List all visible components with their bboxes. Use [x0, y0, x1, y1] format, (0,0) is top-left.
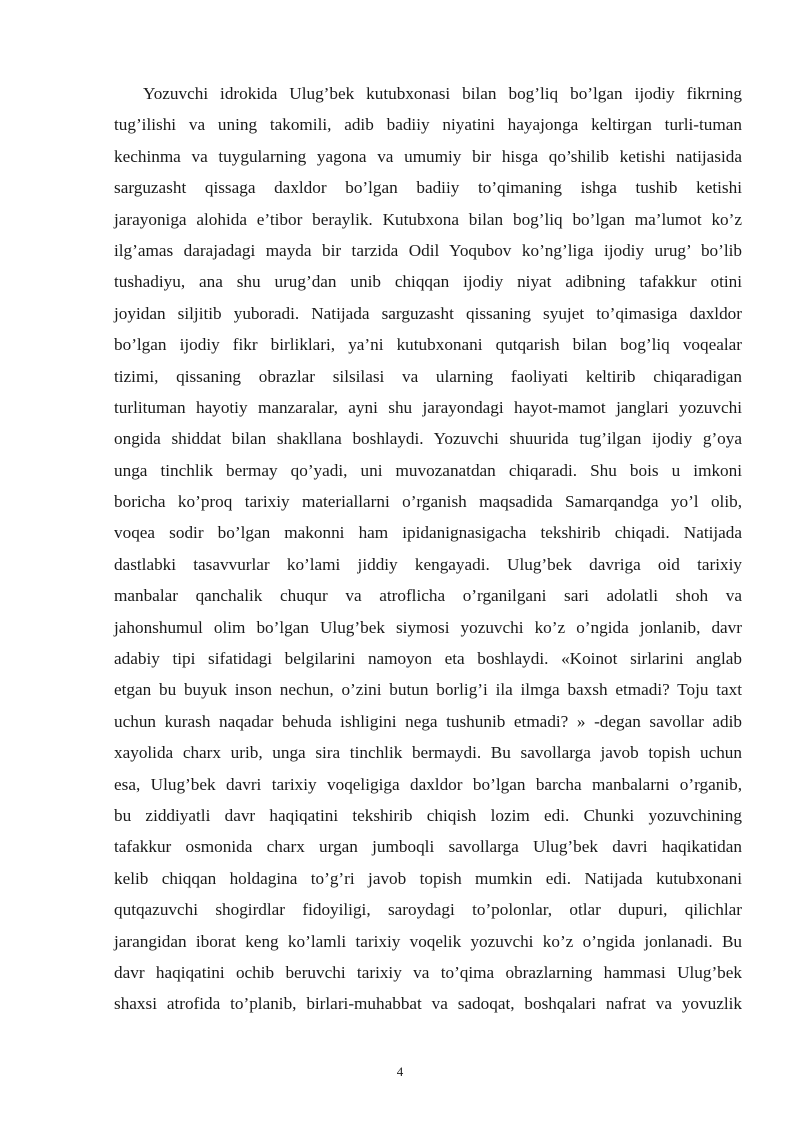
- text-line: kechinma va tuygularning yagona va umumiy bir hisga qo’shilib ketishi natijasida: [114, 146, 742, 166]
- text-line: voqea sodir bo’lgan makonni ham ipidanignasigacha tekshirib chiqadi. Natijada: [114, 523, 742, 543]
- text-line: tafakkur osmonida charx urgan jumboqli savollarga Ulug’bek davri haqikatidan: [114, 837, 742, 857]
- text-line: jarangidan iborat keng ko’lamli tarixiy voqelik yozuvchi ko’z o’ngida jonlanadi. Bu: [114, 931, 742, 951]
- text-line: sarguzasht qissaga daxldor bo’lgan badiiy to’qimaning ishga tushib ketishi: [114, 178, 742, 198]
- text-line: joyidan siljitib yuboradi. Natijada sarguzasht qissaning syujet to’qimasiga daxldor: [114, 303, 742, 323]
- text-line: dastlabki tasavvurlar ko’lami jiddiy kengayadi. Ulug’bek davriga oid tarixiy: [114, 554, 742, 574]
- text-line: jarayoniga alohida e’tibor beraylik. Kutubxona bilan bog’liq bo’lgan ma’lumot ko’z: [114, 209, 742, 229]
- text-line: shaxsi atrofida to’planib, birlari-muhabbat va sadoqat, boshqalari nafrat va yovuzlik: [114, 994, 742, 1014]
- text-line: esa, Ulug’bek davri tarixiy voqeligiga daxldor bo’lgan barcha manbalarni o’rganib,: [114, 774, 742, 794]
- text-line: xayolida charx urib, unga sira tinchlik bermaydi. Bu savollarga javob topish uchun: [114, 743, 742, 763]
- text-line: davr haqiqatini ochib beruvchi tarixiy va to’qima obrazlarning hammasi Ulug’bek: [114, 962, 742, 982]
- text-line: turlituman hayotiy manzaralar, ayni shu jarayondagi hayot-mamot janglari yozuvchi: [114, 397, 742, 417]
- text-line: Yozuvchi idrokida Ulug’bek kutubxonasi bilan bog’liq bo’lgan ijodiy fikrning: [143, 84, 742, 103]
- text-line: qutqazuvchi shogirdlar fidoyiligi, saroydagi to’polonlar, otlar dupuri, qilichlar: [114, 900, 742, 920]
- text-line: ilg’amas darajadagi mayda bir tarzida Odil Yoqubov ko’ng’liga ijodiy urug’ bo’lib: [114, 240, 742, 260]
- text-line: unga tinchlik bermay qo’yadi, uni muvozanatdan chiqaradi. Shu bois u imkoni: [114, 460, 742, 480]
- text-line: etgan bu buyuk inson nechun, o’zini butun borlig’i ila ilmga baxsh etmadi? Toju taxt: [114, 680, 742, 700]
- text-line: ongida shiddat bilan shakllana boshlaydi. Yozuvchi shuurida tug’ilgan ijodiy g’oya: [114, 429, 742, 449]
- text-line: kelib chiqqan holdagina to’g’ri javob topish mumkin edi. Natijada kutubxonani: [114, 868, 742, 888]
- text-line: tizimi, qissaning obrazlar silsilasi va ularning faoliyati keltirib chiqaradigan: [114, 366, 742, 386]
- text-line: boricha ko’proq tarixiy materiallarni o’rganish maqsadida Samarqandga yo’l olib,: [114, 492, 742, 512]
- text-line: tushadiyu, ana shu urug’dan unib chiqqan ijodiy niyat adibning tafakkur otini: [114, 272, 742, 292]
- page-number: 4: [396, 1064, 404, 1079]
- text-line: uchun kurash naqadar behuda ishligini nega tushunib etmadi? » -degan savollar adib: [114, 711, 742, 731]
- text-line: bu ziddiyatli davr haqiqatini tekshirib chiqish lozim edi. Chunki yozuvchining: [114, 805, 742, 825]
- text-line: jahonshumul olim bo’lgan Ulug’bek siymosi yozuvchi ko’z o’ngida jonlanib, davr: [114, 617, 742, 637]
- text-line: manbalar qanchalik chuqur va atroflicha o’rganilgani sari adolatli shoh va: [114, 586, 742, 606]
- text-line: adabiy tipi sifatidagi belgilarini namoyon eta boshlaydi. «Koinot sirlarini anglab: [114, 649, 742, 669]
- text-line: tug’ilishi va uning takomili, adib badiiy niyatini hayajonga keltirgan turli-tuman: [114, 115, 742, 135]
- text-line: bo’lgan ijodiy fikr birliklari, ya’ni kutubxonani qutqarish bilan bog’liq voqealar: [114, 335, 742, 355]
- body-paragraph: [114, 78, 742, 1020]
